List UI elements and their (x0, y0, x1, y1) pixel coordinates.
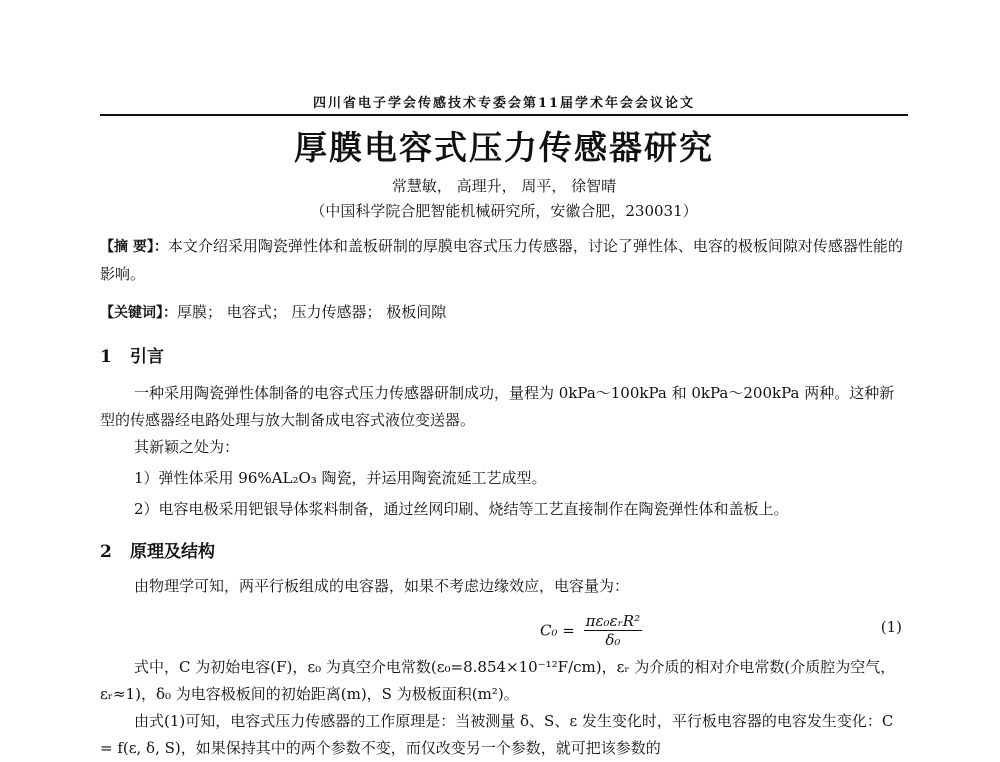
section-1-paragraph: 其新颖之处为： (134, 438, 240, 456)
list-item: 1）弹性体采用 96%AL₂O₃ 陶瓷，并运用陶瓷流延工艺成型。 (134, 469, 547, 487)
list-item: 2）电容电极采用钯银导体浆料制备，通过丝网印刷、烧结等工艺直接制作在陶瓷弹性体和盖板上。 (134, 500, 789, 518)
header-rule (100, 114, 908, 116)
section-2-heading (100, 537, 215, 562)
section-1-title: 引言 (130, 347, 164, 367)
section-1-number: 1 (100, 347, 112, 367)
equation-number: (1) (880, 618, 902, 636)
section-2-title: 原理及结构 (130, 542, 215, 562)
running-header: 四川省电子学会传感技术专委会第11届学术年会会议论文 (312, 96, 696, 111)
paper-title: 厚膜电容式压力传感器研究 (294, 128, 714, 167)
equation-formula (540, 612, 642, 649)
keywords (100, 299, 908, 327)
abstract-text: 本文介绍采用陶瓷弹性体和盖板研制的厚膜电容式压力传感器，讨论了弹性体、电容的极板间隙对传感器性能的影响。 (100, 237, 903, 283)
section-2-number: 2 (100, 542, 112, 562)
equation-numerator: πε₀εᵣR² (585, 612, 641, 630)
keywords-text: 厚膜； 电容式； 压力传感器； 极板间隙 (177, 303, 447, 321)
section-2-intro: 由物理学可知，两平行板组成的电容器，如果不考虑边缘效应，电容量为： (134, 577, 630, 595)
abstract (100, 233, 908, 288)
keywords-label: 【关键词】： (100, 305, 177, 321)
section-2-explanation: 式中，C 为初始电容(F)，ε₀ 为真空介电常数(ε₀=8.854×10⁻¹²F/cm)，εᵣ 为介质的相对介电常数(介质腔为空气，εᵣ≈1)，δ₀ 为电容极板间的初始距离(m)，S 为极板面积(m²)。 (100, 658, 896, 703)
abstract-label: 【摘 要】： (100, 239, 168, 255)
equation-denominator: δ₀ (605, 631, 621, 649)
section-2-continuation: 由式(1)可知，电容式压力传感器的工作原理是：当被测量 δ、S、ε 发生变化时，平行板电容器的电容发生变化：C = f(ε, δ, S)，如果保持其中的两个参数不变，而仅改变另一个参数，就可把该参数的 (100, 712, 894, 757)
equation-lhs: C₀ = (540, 621, 575, 640)
equation-1 (100, 608, 908, 652)
author-list: 常慧敏， 高理升， 周平， 徐智晴 (391, 177, 617, 195)
affiliation: （中国科学院合肥智能机械研究所，安徽合肥，230031） (310, 202, 698, 220)
section-1-paragraph: 一种采用陶瓷弹性体制备的电容式压力传感器研制成功，量程为 0kPa～100kPa 和 0kPa～200kPa 两种。这种新型的传感器经电路处理与放大制备成电容式液位变送器。 (100, 384, 895, 429)
section-1-heading (100, 342, 164, 367)
